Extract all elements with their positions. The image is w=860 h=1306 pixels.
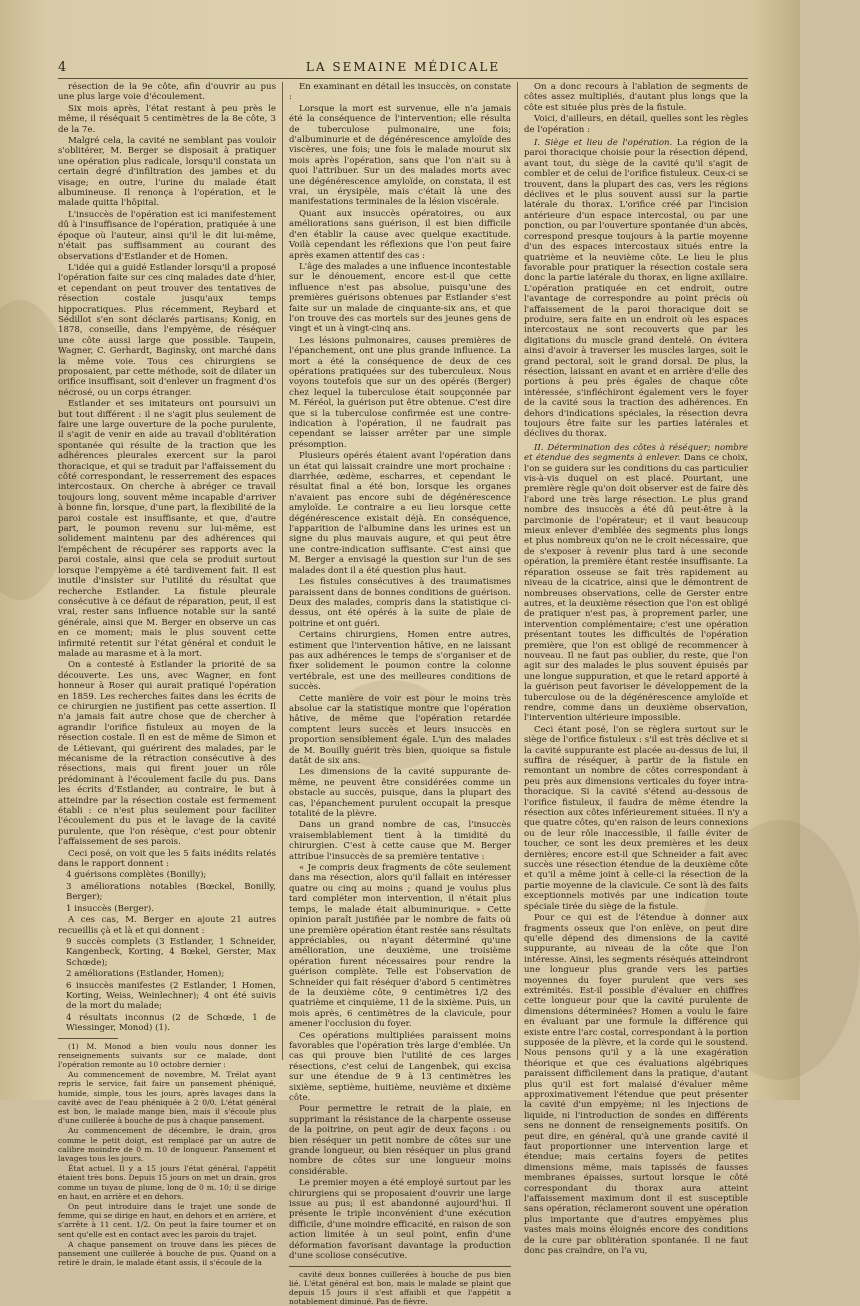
footnote: (1) M. Monod a bien voulu nous donner les renseignements suivants sur ce malade, dont l'opération remonte au 10 octobre dernier : xyxy=(58,1042,276,1070)
section-1 xyxy=(524,138,748,440)
paragraph: Ceci étant posé, l'on se règlera surtout sur le siège de l'orifice fistuleux : s'il est très déclive et si la cavité suppurante est placée au-dessus de lui, il suffira de réséquer, à partir de la fistule en remontant un nombre de côtes correspondant à peu près aux dimensions verticales du foyer intra-thoracique. Si la cavité s'étend au-dessous de l'orifice fistuleux, il faudra de même étendre la résection aux côtes inférieurement situées. Il n'y a que quatre côtes, qu'en raison de leurs connexions ou de leur rôle inaccessible, il faille éviter de toucher, ce sont les deux premières et les deux dernières; encore est-il que Schneider a fait avec succès une résection étendue de la deuxième côte et qu'il a même joint à celle-ci la résection de la partie moyenne de la clavicule. Ce sont là des faits exceptionnels motivés par une indication toute spéciale tirée du siège de la fistule. xyxy=(524,725,748,912)
paragraph: Cette manière de voir est pour le moins très absolue car la statistique montre que l'opération hâtive, de même que l'opération retardée comptent leurs succès et leurs insuccès en proportion sensiblement égale. L'un des malades de M. Bouilly guérit très bien, quoique sa fistule datât de six ans. xyxy=(289,694,511,767)
list-item: 4 guérisons complètes (Bonilly); xyxy=(58,870,276,880)
list-item: 9 succès complets (3 Estlander, 1 Schneider, Kangenbeck, Korting, 4 Bœkel, Gerster, Max Schœde); xyxy=(58,937,276,968)
column-1 xyxy=(58,82,276,1060)
section-2 xyxy=(524,443,748,724)
paragraph: Quant aux insuccès opératoires, ou aux améliorations sans guérison, il est bien difficile d'en établir la cause avec quelque exactitude. Voilà cependant les réflexions que l'on peut faire après examen attentif des cas : xyxy=(289,209,511,261)
footnote: Au commencement de novembre, M. Trélat ayant repris le service, fait faire un pansement phéniqué, humide, simple, tous les jours, après lavages dans la cavité avec de l'eau phéniquée à 2 0/0. L'état général est bon, le malade mange bien, mais il s'écoule plus d'une cuillerée à bouche de pus à chaque pansement. xyxy=(58,1070,276,1125)
paragraph: En examinant en détail les insuccès, on constate : xyxy=(289,82,511,103)
paragraph: L'idée qui a guidé Estlander lorsqu'il a proposé l'opération faite sur ces cinq malades date d'hier, et cependant on peut trouver des tentatives de résection costale jusqu'aux temps hippocratiques. Plus récemment, Reybard et Sédillot s'en sont déclarés partisans; Konig, en 1878, conseille, dans l'empyème, de réséquer une côte aussi large que possible. Taupein, Wagner, C. Gerhardt, Baginsky, ont marché dans la même voie. Tous ces chirurgiens se proposaient, par cette méthode, soit de dilater un orifice insuffisant, soit d'enlever un fragment d'os nécrosé, ou un corps étranger. xyxy=(58,263,276,398)
footnote: A chaque pansement on trouve dans les pièces de pansement une cuillerée à bouche de pus. Quand on a retiré le drain, le malade étant assis, il s'écoule de la xyxy=(58,1240,276,1268)
paragraph: Voici, d'ailleurs, en détail, quelles sont les règles de l'opération : xyxy=(524,114,748,135)
journal-title: LA SEMAINE MÉDICALE xyxy=(58,60,748,74)
paragraph: A ces cas, M. Berger en ajoute 21 autres recueillis çà et là et qui donnent : xyxy=(58,915,276,936)
page-number: 4 xyxy=(58,60,66,75)
section-text: La région de la paroi thoracique choisie pour la résection dépend, avant tout, du siège de la cavité qu'il s'agit de combler et de celui de l'orifice fistuleux. Ceux-ci se trouvent, dans la plupart des cas, vers les régions déclives et le plus souvent aussi sur la partie latérale du thorax. L'orifice créé par l'incision antérieure d'un espace intercostal, ou par une ponction, ou par l'ouverture spontanée d'un abcès, correspond presque toujours à la partie moyenne d'un des espaces intercostaux situés entre la quatrième et la neuvième côte. Le lieu le plus favorable pour pratiquer la résection costale sera donc la partie latérale du thorax, en ligne axillaire. L'opération pratiquée en cet endroit, outre l'avantage de correspondre au point précis où l'affaissement de la paroi thoracique doit se produire, sera faite en un endroit où les espaces intercostaux ne sont recouverts que par les digitations du muscle grand dentelé. On évitera ainsi d'avoir à traverser les muscles larges, soit le grand pectoral, soit le grand dorsal. De plus, la résection, laissant en avant et en arrière d'elle des portions à peu près égales de chaque côte intéressée, s'infléchiront également vers le foyer de la cavité sous la traction des adhérences. En dehors d'indications spéciales, la résection devra toujours être faite sur les parties latérales et déclives du thorax. xyxy=(524,138,748,439)
list-item: 2 améliorations (Estlander, Homen); xyxy=(58,969,276,979)
paragraph: Pour permettre le retrait de la plaie, en supprimant la résistance de la charpente osseuse de la poitrine, on peut agir de deux façons : ou bien réséquer un petit nombre de côtes sur une grande longueur, ou bien réséquer un plus grand nombre de côtes sur une longueur moins considérable. xyxy=(289,1104,511,1177)
list-item: 3 améliorations notables (Bœckel, Bonilly, Berger); xyxy=(58,882,276,903)
paragraph: Ces opérations multipliées paraissent moins favorables que l'opération très large d'emblée. Un cas qui prouve bien l'utilité de ces larges résections, c'est celui de Langenbek, qui excisa sur une étendue de 9 à 13 centimètres les sixième, septième, huitième, neuvième et dixième côte. xyxy=(289,1031,511,1104)
paragraph: résection de la 9e côte, afin d'ouvrir au pus une plus large voie d'écoulement. xyxy=(58,82,276,103)
page-header xyxy=(58,60,748,79)
section-text: Dans ce choix, l'on se guidera sur les conditions du cas particulier vis-à-vis duquel on est placé. Pourtant, une première règle qu'on doit observer est de faire dès l'abord une très large résection. Le plus grand nombre des insuccès a été dû peut-être à la parcimonie de l'opérateur; et il vaut beaucoup mieux enlever d'emblée des segments plus longs et plus nombreux qu'on ne le croit nécessaire, que de s'exposer à revenir plus tard à une seconde opération, la première étant restée insuffisante. La réparation osseuse se fait très rapidement au niveau de la cicatrice, ainsi que le démontrent de nombreuses observations, celle de Gerster entre autres, et la deuxième résection que l'on est obligé de pratiquer n'est pas, à proprement parler, une intervention complémentaire; c'est une opération présentant toutes les difficultés de l'opération première, que l'on est obligé de recommencer à nouveau. Il ne faut pas oublier, du reste, que l'on agit sur des malades le plus souvent épuisés par une longue suppuration, et que le retard apporté à la guérison peut favoriser le développement de la tuberculose ou de la dégénérescence amyloïde et rendre, comme dans un deuxième observation, l'intervention ultérieure impossible. xyxy=(524,453,748,723)
footnote: État actuel. Il y a 15 jours l'état général, l'appétit étaient très bons. Depuis 15 jours on met un drain, gros comme un tuyau de plume, long de 0 m. 10; il se dirige en haut, en arrière et en dehors. xyxy=(58,1164,276,1201)
footnote-continued: cavité deux bonnes cuillerées à bouche de pus bien lié. L'état général est bon, mais le malade se plaint que depuis 15 jours il s'est affaibli et que l'appétit a notablement diminué. Pas de fièvre. xyxy=(289,1270,511,1306)
section-heading: I. Siège et lieu de l'opération. xyxy=(534,138,672,148)
paragraph: Ceci posé, on voit que les 5 faits inédits relatés dans le rapport donnent : xyxy=(58,849,276,870)
column-3 xyxy=(524,82,748,1060)
footnote: On peut introduire dans le trajet une sonde de femme, qui se dirige en haut, en dehors et en arrière, et s'arrête à 11 cent. 1/2. On peut la faire tourner et on sent qu'elle est en contact avec les parois du trajet. xyxy=(58,1202,276,1239)
paragraph: L'âge des malades a une influence incontestable sur le dénouement, encore est-il que cette influence n'est pas absolue, puisqu'une des premières guérisons obtenues par Estlander s'est faite sur un malade de cinquante-six ans, et que l'on trouve des cas mortels sur des jeunes gens de vingt et un à vingt-cinq ans. xyxy=(289,262,511,335)
paragraph: Six mois après, l'état restant à peu près le même, il réséquait 5 centimètres de la 8e côte, 3 de la 7e. xyxy=(58,104,276,135)
column-2 xyxy=(289,82,511,1060)
paragraph: « Je compris deux fragments de côte seulement dans ma résection, alors qu'il fallait en intéresser quatre ou cinq au moins ; quand je voulus plus tard compléter mon intervention, il n'était plus temps, le malade était albuminurique. » Cette opinion paraît justifiée par le nombre de faits où une première opération étant restée sans résultats appréciables, ou n'ayant déterminé qu'une amélioration, une deuxième, une troisième opération furent nécessaires pour rendre la guérison complète. Telle est l'observation de Schneider qui fait réséquer d'abord 5 centimètres de la deuxième côte, 9 centimètres 1/2 des quatrième et cinquième, 11 de la sixième. Puis, un mois après, 6 centimètres de la clavicule, pour amener l'occlusion du foyer. xyxy=(289,863,511,1030)
footnote-rule xyxy=(289,1266,511,1267)
paragraph: Certains chirurgiens, Homen entre autres, estiment que l'intervention hâtive, en ne laissant pas aux adhérences le temps de s'organiser et de fixer solidement le poumon contre la colonne vertébrale, est une des meilleures conditions de succès. xyxy=(289,630,511,692)
paragraph: Pour ce qui est de l'étendue à donner aux fragments osseux que l'on enlève, on peut dire qu'elle dépend des dimensions de la cavité suppurante, au niveau de la côte que l'on intéresse. Ainsi, les segments réséqués atteindront une longueur plus grande vers les parties moyennes du foyer purulent que vers ses extrémités. Est-il possible d'évaluer en chiffres cette longueur pour que la cavité purulente de dimensions déterminées? Homen a voulu le faire en évaluant par une formule la différence qui existe entre l'arc costal, correspondant à la portion supposée de la plèvre, et la corde qui le soustend. Nous pensons qu'il y a là une exagération théorique et que ces évaluations algébriques paraissent difficilement dans la pratique, d'autant plus qu'il est fort malaisé d'évaluer même approximativement l'étendue que peut présenter la cavité d'un empyème; ni les injections de liquide, ni l'introduction de sondes en différents sens ne donnent de renseignements positifs. On peut dire, en général, qu'à une grande cavité il faut proportionner une intervention large et étendue; mais certains foyers de petites dimensions même, mais tapissés de fausses membranes épaisses, surtout lorsque le côté correspondant du thorax aura atteint l'affaissement maximum dont il est susceptible sans opération, réclameront souvent une opération plus importante que d'autres empyèmes plus vastes mais moins éloignés encore des conditions de la cure par oblitération spontanée. Il ne faut donc pas craindre, on l'a vu, xyxy=(524,913,748,1256)
footnote-rule xyxy=(58,1038,118,1039)
paragraph: L'insuccès de l'opération est ici manifestement dû à l'insuffisance de l'opération, pratiquée à une époque où l'auteur, ainsi qu'il le dit lui-même, n'était pas suffisamment au courant des observations d'Estlander et de Homen. xyxy=(58,210,276,262)
paragraph: Malgré cela, la cavité ne semblant pas vouloir s'oblitérer, M. Berger se disposait à pratiquer une opération plus radicale, lorsqu'il constata un certain degré d'infiltration des jambes et du visage; en outre, l'urine du malade était albumineuse. Il renonça à l'opération, et le malade quitta l'hôpital. xyxy=(58,136,276,209)
column-rule xyxy=(282,82,283,1060)
paragraph: On a donc recours à l'ablation de segments de côtes assez multipliés, d'autant plus longs que la côte est située plus près de la fistule. xyxy=(524,82,748,113)
list-item: 6 insuccès manifestes (2 Estlander, 1 Homen, Korting, Weiss, Weinlechner); 4 ont été suivis de la mort du malade; xyxy=(58,981,276,1012)
section-heading: II. Détermination des côtes à réséquer; nombre et étendue des segments à enlever. xyxy=(524,443,748,463)
footnote: Au commencement de décembre, le drain, gros comme le petit doigt, est remplacé par un autre de calibre moindre de 0 m. 10 de longueur. Pansement et lavages tous les jours. xyxy=(58,1126,276,1163)
paragraph: Estlander et ses imitateurs ont poursuivi un but tout différent : il ne s'agit plus seulement de faire une large ouverture de la poche purulente, il s'agit de venir en aide au travail d'oblitération spontanée qui résulte de la traction que les adhérences pleurales exercent sur la paroi thoracique, et qui se traduit par l'affaissement du côté correspondant, le resserrement des espaces intercostaux. On cherche à abréger ce travail toujours long, souvent même incapable d'arriver à bonne fin, lorsque, d'une part, la flexibilité de la paroi costale est insuffisante, et que, d'autre part, le poumon revenu sur lui-même, est solidement maintenu par des adhérences qui l'empêchent de récupérer ses rapports avec la paroi costale, ainsi que cela se produit surtout lorsque l'empyème a été tardivement fait. Il est inutile d'insister sur l'utilité du résultat que recherche Estlander. La fistule pleurale consécutive à ce défaut de réparation, peut, il est vrai, rester sans influence notable sur la santé générale, ainsi que M. Berger en observe un cas en ce moment; mais le plus souvent cette infirmité retentit sur l'état général et conduit le malade au marasme et à la mort. xyxy=(58,399,276,659)
paragraph: Lorsque la mort est survenue, elle n'a jamais été la conséquence de l'intervention; elle résulta de tuberculose pulmonaire, une fois; d'albuminurie et de dégénérescence amyloïde des viscères, une fois; une fois le malade mourut six mois après l'opération, sans que l'on n'ait su à quoi l'attribuer. Sur un des malades morts avec une dégénérescence amyloïde, on constata, il est vrai, un érysipèle, mais c'était là une des manifestations terminales de la lésion viscérale. xyxy=(289,104,511,208)
paragraph: Dans un grand nombre de cas, l'insuccès vraisemblablement tient à la timidité du chirurgien. C'est à cette cause que M. Berger attribue l'insuccès de sa première tentative : xyxy=(289,820,511,862)
paragraph: Les fistules consécutives à des traumatismes paraissent dans de bonnes conditions de guérison. Deux des malades, compris dans la statistique ci-dessus, ont été opérés à la suite de plaie de poitrine et ont guéri. xyxy=(289,577,511,629)
paragraph: On a contesté à Estlander la priorité de sa découverte. Les uns, avec Wagner, en font honneur à Roser qui aurait pratiqué l'opération en 1859. Les recherches faites dans les écrits de ce chirurgien ne justifient pas cette assertion. Il n'a jamais fait autre chose que de chercher à agrandir l'orifice fistuleux au moyen de la résection costale. Il en est de même de Simon et de Létievant, qui guérirent des malades, par le mécanisme de la rétraction consécutive à des résections, mais qui firent jouer un rôle prédominant à l'écoulement facile du pus. Dans les écrits d'Estlander, au contraire, le but à atteindre par la résection costale est fermement établi : ce n'est plus seulement pour faciliter l'écoulement du pus et le lavage de la cavité purulente, que l'on résèque, c'est pour obtenir l'affaissement de ses parois. xyxy=(58,660,276,847)
paragraph: Les dimensions de la cavité suppurante de-même, ne peuvent être considérées comme un obstacle au succès, puisque, dans la plupart des cas, l'épanchement purulent occupait la presque totalité de la plèvre. xyxy=(289,767,511,819)
list-item: 1 insuccès (Berger). xyxy=(58,904,276,914)
paragraph: Plusieurs opérés étaient avant l'opération dans un état qui laissait craindre une mort prochaine : diarrhée, œdème, escharres, et cependant le résultat final a été bon, lorsque les organes n'avaient pas encore subi de dégénérescence amyloïde. Le contraire a eu lieu lorsque cette dégénérescence existait déjà. En conséquence, l'apparition de l'albumine dans les urines est un signe du plus mauvais augure, et qui peut être une contre-indication suffisante. C'est ainsi que M. Berger a envisagé la question sur l'un de ses malades dont il a été question plus haut. xyxy=(289,451,511,576)
paragraph: Les lésions pulmonaires, causes premières de l'épanchement, ont une plus grande influence. La mort a été la conséquence de deux de ces opérations pratiquées sur des tuberculeux. Nous voyons toutefois que sur un des opérés (Berger) chez lequel la tuberculose était soupçonnée par M. Féréol, la guérison put être obtenue. C'est dire que si la tuberculose confirmée est une contre-indication à l'opération, il ne faudrait pas cependant se laisser arrêter par une simple présomption. xyxy=(289,336,511,450)
column-rule xyxy=(517,82,518,1060)
paragraph: Le premier moyen a été employé surtout par les chirurgiens qui se proposaient d'ouvrir une large issue au pus; il est abandonné aujourd'hui. Il présente le triple inconvénient d'une exécution difficile, d'une moindre efficacité, en raison de son action limitée à un seul point, enfin d'une déformation favorisant davantage la production d'une scoliose consécutive. xyxy=(289,1178,511,1261)
list-item: 4 résultats inconnus (2 de Schœde, 1 de Wiessinger, Monod) (1). xyxy=(58,1013,276,1034)
